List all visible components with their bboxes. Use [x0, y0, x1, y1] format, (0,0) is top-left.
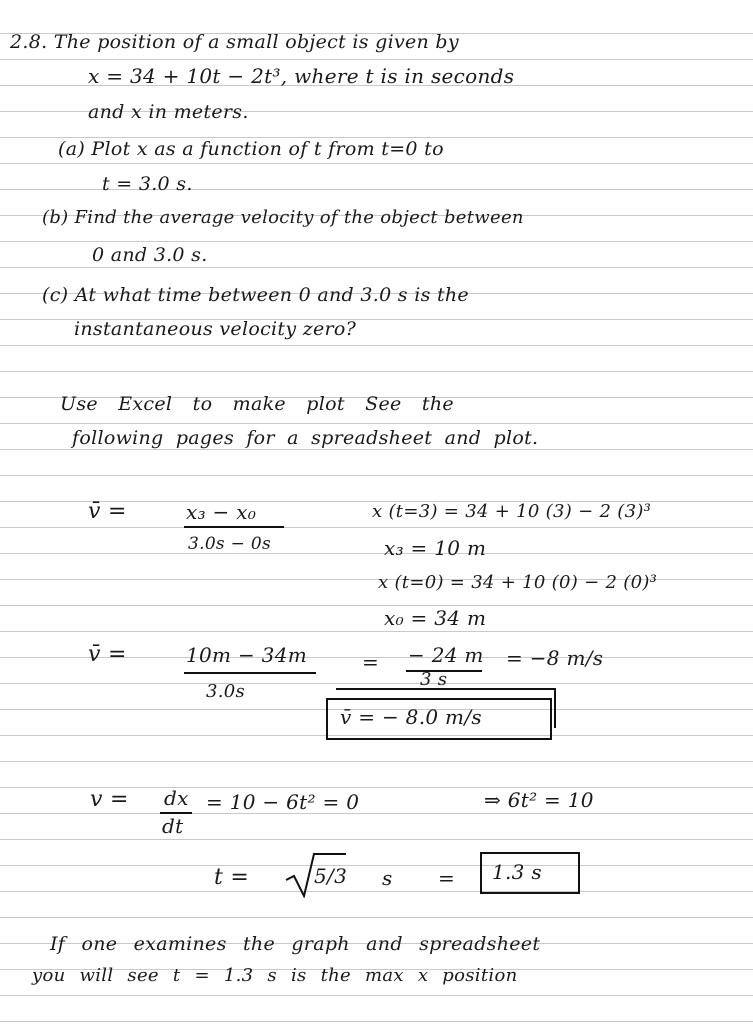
derivative-expression: = 10 − 6t² = 0 [206, 790, 360, 814]
implies-expression: ⇒ 6t² = 10 [484, 788, 594, 812]
sqrt-content: 5/3 [314, 864, 348, 888]
x3-calculation: x (t=3) = 34 + 10 (3) − 2 (3)³ [372, 501, 652, 522]
v-equals: v = [90, 787, 129, 812]
problem-line-9: instantaneous velocity zero? [74, 318, 357, 340]
note-line-1: Use Excel to make plot See the [60, 393, 454, 415]
vbar-equals-2: v̄ = [88, 642, 127, 667]
problem-line-6: (b) Find the average velocity of the object between [42, 207, 524, 228]
equals-sign-1: = [362, 650, 380, 674]
fraction-1-numerator: x₃ − x₀ [186, 500, 257, 524]
fraction-3-denominator: 3 s [420, 669, 448, 690]
problem-line-2: x = 34 + 10t − 2t³, where t is in seconds [88, 64, 515, 88]
average-velocity-boxed-result: v̄ = − 8.0 m/s [340, 705, 482, 729]
fraction-2-bar [184, 672, 316, 674]
x0-calculation: x (t=0) = 34 + 10 (0) − 2 (0)³ [378, 572, 658, 593]
note-line-2: following pages for a spreadsheet and plot. [72, 427, 539, 449]
conclusion-line-2: you will see t = 1.3 s is the max x position [32, 965, 518, 986]
problem-line-4: (a) Plot x as a function of t from t=0 to [58, 138, 444, 160]
dx-numerator: dx [164, 786, 189, 810]
problem-line-5: t = 3.0 s. [102, 173, 193, 195]
seconds-unit: s [382, 866, 393, 890]
vbar-equals-1: v̄ = [88, 499, 127, 524]
problem-line-3: and x in meters. [88, 101, 249, 123]
problem-line-8: (c) At what time between 0 and 3.0 s is the [42, 284, 469, 306]
fraction-2-denominator: 3.0s [206, 681, 246, 702]
conclusion-line-1: If one examines the graph and spreadsheet [50, 933, 541, 955]
problem-line-1: 2.8. The position of a small object is given by [10, 31, 459, 53]
zero-velocity-time-result: 1.3 s [492, 860, 542, 884]
x0-result: x₀ = 34 m [384, 606, 487, 630]
t-equals: t = [214, 865, 250, 890]
fraction-3-numerator: − 24 m [408, 643, 484, 667]
dt-denominator: dt [162, 814, 184, 838]
problem-line-7: 0 and 3.0 s. [92, 244, 208, 266]
average-velocity-inline-result: = −8 m/s [506, 646, 604, 670]
fraction-2-numerator: 10m − 34m [186, 643, 308, 667]
x3-result: x₃ = 10 m [384, 536, 487, 560]
fraction-1-bar [184, 526, 284, 528]
fraction-1-denominator: 3.0s − 0s [188, 534, 272, 554]
equals-sign-2: = [438, 866, 456, 890]
